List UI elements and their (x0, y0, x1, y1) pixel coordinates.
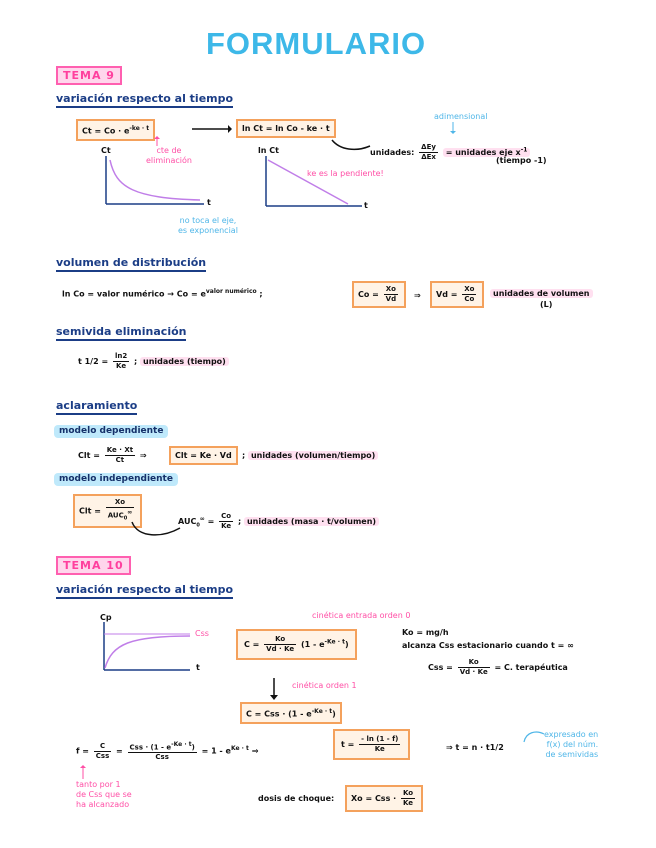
formula-clt-box: Clt = Ke · Vd (169, 446, 238, 465)
tema-9-label: TEMA 9 (56, 66, 122, 85)
heading-variacion-10: variación respecto al tiempo (56, 583, 233, 599)
formula-fraction-f: f = $\frac{C}{\text{Css}}$ = $\frac{Css \cdot (1 - e^{-Ke \cdot t})}{\text{Css}}$ = $1 - e^{Ke \cdot t}$ ⇒ (76, 741, 259, 762)
graph2-x-label: t (364, 201, 368, 210)
implies-arrow: ⇒ (414, 291, 421, 300)
label-modelo-independiente: modelo independiente (54, 473, 178, 486)
graph1-x-label: t (207, 198, 211, 207)
note-tanto-por-1: tanto por 1 de Css que se ha alcanzado (76, 780, 132, 809)
formula-clt-dep: Clt = $\frac{Ke \cdot Xt}{Ct}$ ⇒ (78, 446, 147, 464)
note-expresado: expresado en f(x) del núm. de semividas (544, 730, 599, 759)
note-orden-0: cinética entrada orden 0 (312, 611, 411, 620)
formula-t-box: t = $\frac{- \ln (1 - f)}{Ke}$ (333, 729, 410, 760)
curved-arrow-icon (132, 522, 182, 538)
units-ke: unidades: $\frac{\text{ΔEy}}{\text{ΔEx}}$ = unidades eje $x^{-1}$ (370, 143, 530, 162)
note-no-toca-eje: no toca el eje, es exponencial (178, 216, 238, 235)
units-clt-dep: ; unidades (volumen/tiempo) (242, 450, 378, 461)
graph3-x-label: t (196, 663, 200, 672)
formula-co-box: Co = $\frac{Xo}{Vd}$ (352, 281, 406, 308)
arrow-up-icon (153, 136, 161, 146)
page-title: FORMULARIO (206, 26, 427, 61)
formula-ct-box: $Ct = Co \cdot e^{-ke \cdot t}$ (76, 119, 155, 141)
arrow-right-icon (192, 125, 232, 133)
arrow-down-icon (449, 122, 457, 134)
formula-css: Css = $\frac{Ko}{Vd \cdot Ke}$ = C. terapéutica (428, 658, 568, 676)
units-tiempo-note: (tiempo -1) (496, 156, 547, 165)
formula-dosis-box: Xo = Css · $\frac{Ko}{Ke}$ (345, 785, 423, 812)
units-volumen-l: (L) (540, 300, 553, 309)
heading-semivida: semivida eliminación (56, 325, 186, 341)
ko-definition: Ko = mg/h (402, 628, 449, 637)
curved-arrow-icon (330, 136, 370, 152)
dosis-choque-label: dosis de choque: (258, 794, 335, 803)
formula-semivida: t 1/2 = $\frac{\ln 2}{Ke}$ ; unidades (tiempo) (78, 352, 229, 371)
graph2-y-label: ln Ct (258, 146, 279, 155)
graph-infusion-curve (102, 622, 192, 672)
label-modelo-dependiente: modelo dependiente (54, 425, 168, 438)
note-pendiente: ke es la pendiente! (307, 169, 384, 178)
formula-ln-co: ln Co = valor numérico → $Co = e^{valor numérico}$ ; (62, 288, 263, 299)
formula-c-infusion-box: C = $\frac{Ko}{Vd \cdot Ke}$ $(1 - e^{-Ke \cdot t})$ (236, 629, 357, 660)
tema-10-label: TEMA 10 (56, 556, 131, 575)
graph3-y-label: Cp (100, 613, 112, 622)
note-cte-eliminacion: cte de eliminación (146, 146, 192, 165)
arrow-up-icon (79, 765, 87, 779)
formula-vd-box: Vd = $\frac{Xo}{Co}$ (430, 281, 484, 308)
graph-exponential-decay (104, 156, 204, 206)
formula-clt-indep-box: Clt = $\frac{Xo}{AUC_0^\infty}$ (73, 494, 142, 528)
graph1-y-label: Ct (101, 146, 111, 155)
formula-c-css-box: C = Css · $(1 - e^{-Ke \cdot t})$ (240, 702, 342, 724)
alcanza-css-text: alcanza Css estacionario cuando t = ∞ (402, 641, 574, 650)
heading-aclaramiento: aclaramiento (56, 399, 137, 415)
formula-t-n: ⇒ t = n · t1/2 (446, 743, 504, 752)
heading-variacion-9: variación respecto al tiempo (56, 92, 233, 108)
units-volumen: unidades de volumen (490, 288, 593, 299)
curved-arrow-icon (524, 730, 544, 744)
arrow-down-icon (270, 678, 278, 700)
heading-volumen: volumen de distribución (56, 256, 206, 272)
formula-auc: $AUC_0^\infty$ = $\frac{Co}{Ke}$ ; unidades (masa · t/volumen) (178, 512, 379, 532)
note-adimensional: adimensional (434, 112, 488, 121)
note-orden-1: cinética orden 1 (292, 681, 357, 690)
graph3-css-label: Css (195, 629, 209, 638)
formula-lnct-box: ln Ct = ln Co - ke · t (236, 119, 336, 138)
graph-linear-decay (264, 156, 364, 208)
